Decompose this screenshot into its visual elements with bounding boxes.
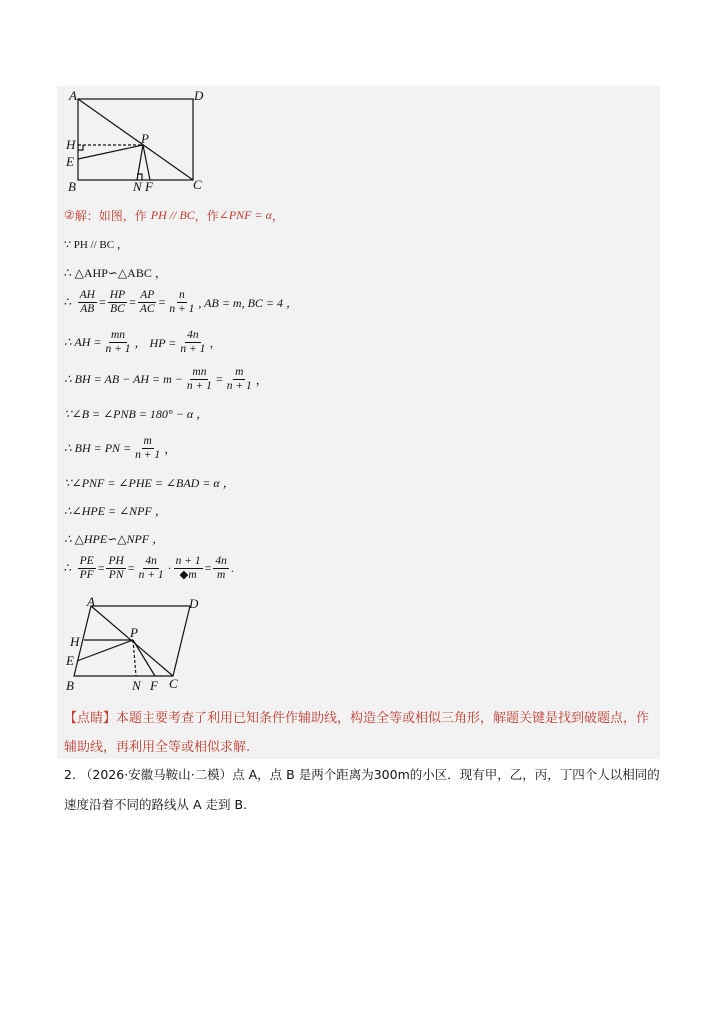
frac-num: m bbox=[143, 435, 152, 447]
note-text: 本题主要考查了利用已知条件作辅助线，构造全等或相似三角形，解题关键是找到破题点，作辅助线，再利用全等或相似求解. bbox=[64, 711, 650, 755]
frac-mn-n1 bbox=[104, 329, 133, 356]
frac-num: mn bbox=[110, 329, 126, 341]
frac-4n-n1 bbox=[137, 555, 166, 582]
label-C: C bbox=[193, 177, 202, 192]
frac-den: PN bbox=[108, 569, 124, 581]
frac-num: 4n bbox=[145, 555, 157, 567]
label-C: C bbox=[169, 676, 178, 691]
circle-two: ② bbox=[64, 208, 75, 222]
figure-rectangle bbox=[62, 88, 212, 193]
frac-num: HP bbox=[109, 289, 126, 301]
line3-suffix: , AB = m, BC = 4 ， bbox=[198, 296, 299, 310]
frac-m-n1 bbox=[225, 366, 254, 393]
frac-pe-pf bbox=[78, 555, 96, 582]
frac-m-n1 bbox=[133, 435, 162, 462]
key-point-note bbox=[64, 704, 660, 762]
frac-num: PH bbox=[108, 555, 124, 567]
frac-num: PE bbox=[79, 555, 94, 567]
frac-n-n1 bbox=[167, 289, 196, 316]
frac-den: n + 1 bbox=[105, 343, 131, 355]
line4-prefix: ∴ AH = bbox=[64, 335, 102, 349]
frac-n1-m bbox=[174, 555, 203, 582]
heading-angle: ∠PNF = α bbox=[218, 208, 272, 222]
label-D: D bbox=[194, 88, 204, 103]
frac-num: n bbox=[179, 289, 185, 301]
frac-den: n + 1 bbox=[169, 303, 195, 315]
parallelogram-diagram bbox=[62, 594, 212, 694]
label-N: N bbox=[133, 179, 142, 194]
line5-suffix: ， bbox=[255, 373, 268, 387]
line-10: ∴ △HPE∽△NPF ， bbox=[64, 532, 165, 546]
frac-mn-n1 bbox=[185, 366, 214, 393]
frac-den: AC bbox=[139, 303, 155, 315]
label-A: A bbox=[69, 88, 77, 103]
heading-mid: ，作 bbox=[194, 209, 219, 223]
frac-ph-pn bbox=[106, 555, 125, 582]
frac-num: 4n bbox=[215, 555, 227, 567]
line-11: ∴ $\frac{PE}{PF}$ = $\frac{PH}{PN}$ = $\frac{4n}{n + 1}$ · $\frac{n + 1}{◆m}$ = $\frac{4n}{m}$ . bbox=[64, 555, 234, 581]
label-B: B bbox=[66, 678, 74, 693]
frac-den: n + 1 bbox=[135, 449, 161, 461]
line11-prefix: ∴ bbox=[64, 561, 72, 575]
question-2: 2. （2026·安徽马鞍山·二模）点 A，点 B 是两个距离为300m的小区．现有甲，乙，丙，丁四个人以相同的速度沿着不同的路线从 A 走到 B. bbox=[64, 767, 660, 812]
label-F: F bbox=[145, 179, 153, 194]
heading-end: ， bbox=[271, 209, 284, 223]
label-H: H bbox=[66, 137, 76, 152]
figure-parallelogram bbox=[62, 594, 212, 694]
line7-suffix: ， bbox=[164, 442, 177, 456]
frac-ap-ac bbox=[138, 289, 157, 316]
line4-suffix: ， bbox=[209, 336, 222, 350]
label-B: B bbox=[68, 179, 76, 194]
frac-den: PF bbox=[79, 569, 94, 581]
line11-suffix: . bbox=[230, 561, 234, 575]
solution-heading bbox=[64, 207, 284, 224]
frac-den: n + 1 bbox=[226, 380, 252, 392]
frac-num: m bbox=[235, 366, 244, 378]
line-7 bbox=[64, 435, 176, 462]
label-F: F bbox=[150, 678, 158, 693]
line-6: ∵∠B = ∠PNB = 180° − α ， bbox=[64, 407, 209, 421]
frac-den: n + 1 bbox=[186, 380, 212, 392]
frac-num: 4n bbox=[187, 329, 199, 341]
frac-den: BC bbox=[110, 303, 125, 315]
frac-ah-ab bbox=[78, 289, 97, 316]
line5-prefix: ∴ BH = AB − AH = m − bbox=[64, 372, 183, 386]
line-9: ∴∠HPE = ∠NPF ， bbox=[64, 504, 167, 518]
line5-mid: = bbox=[215, 372, 223, 386]
heading-text: 解：如图，作 bbox=[74, 209, 147, 223]
rectangle-diagram bbox=[62, 88, 212, 193]
frac-num: mn bbox=[192, 366, 207, 378]
label-P: P bbox=[141, 131, 149, 146]
frac-hp-bc bbox=[108, 289, 127, 316]
label-H: H bbox=[70, 634, 80, 649]
line-4 bbox=[64, 329, 221, 356]
line4-mid: ， HP = bbox=[134, 336, 177, 350]
line-8: ∵∠PNF = ∠PHE = ∠BAD = α ， bbox=[64, 476, 235, 490]
frac-num: AH bbox=[79, 289, 95, 301]
frac-den: n + 1 bbox=[180, 343, 206, 355]
label-N: N bbox=[132, 678, 141, 693]
frac-4n-n1 bbox=[178, 329, 207, 356]
frac-num: AP bbox=[140, 289, 155, 301]
note-bracket: 【点睛】 bbox=[64, 711, 117, 726]
line-3: ∴ $\frac{AH}{AB}$ = $\frac{HP}{BC}$ = $\frac{AP}{AC}$ = $\frac{n}{n + 1}$ , AB = m, BC = 4 ， bbox=[64, 289, 299, 315]
line-1: ∵ PH // BC ， bbox=[64, 239, 128, 251]
line-5 bbox=[64, 366, 268, 393]
frac-4n-m bbox=[213, 555, 229, 582]
heading-parallel: PH // BC bbox=[150, 208, 195, 222]
frac-num: n + 1 bbox=[175, 555, 201, 567]
line3-prefix: ∴ bbox=[64, 295, 72, 309]
label-D: D bbox=[189, 596, 199, 611]
frac-den: n + 1 bbox=[138, 569, 164, 581]
label-P: P bbox=[130, 625, 138, 640]
line7-prefix: ∴ BH = PN = bbox=[64, 441, 132, 455]
frac-den: AB bbox=[80, 303, 95, 315]
frac-den: m bbox=[217, 569, 226, 581]
line-2: ∴ △AHP∽△ABC ， bbox=[64, 266, 167, 280]
frac-den: ◆m bbox=[179, 569, 197, 581]
label-E: E bbox=[66, 653, 74, 668]
label-A: A bbox=[87, 594, 95, 609]
label-E: E bbox=[66, 154, 74, 169]
